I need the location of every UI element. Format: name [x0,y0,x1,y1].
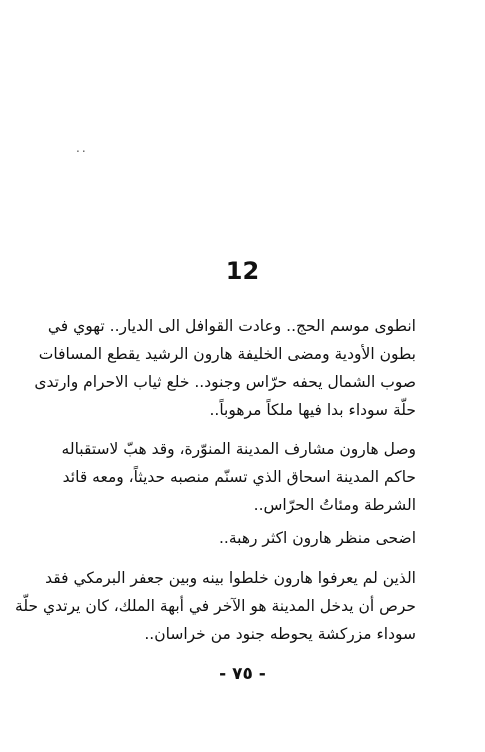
paragraph-line: حرص أن يدخل المدينة هو الآخر في أبهة الملك، كان يرتدي حلّة [15,597,416,615]
paragraph-3 [72,524,416,552]
page-number: - ٧٥ - [219,664,266,684]
paragraph-line: حاكم المدينة اسحاق الذي تسنّم منصبه حديثاً، ومعه قائد [62,468,416,486]
stray-marks: .. [76,141,88,155]
paragraph-line: صوب الشمال يحفه حرّاس وجنود.. خلع ثياب الاحرام وارتدى [34,373,416,391]
paragraph-line: سوداء مزركشة يحوطه جنود من خراسان.. [144,625,416,643]
paragraph-line: اضحى منظر هارون اكثر رهبة.. [218,529,416,547]
paragraph-line: الذين لم يعرفوا هارون خلطوا بينه وبين جعفر البرمكي فقد [45,569,416,587]
chapter-number: 12 [225,257,260,285]
paragraph-line: انطوى موسم الحج.. وعادت القوافل الى الديار.. تهوي في [47,317,416,335]
paragraph-2 [61,435,416,519]
paragraph-line: حلّة سوداء بدا فيها ملكاً مرهوباً.. [209,401,416,419]
paragraph-4 [15,564,416,648]
paragraph-line: وصل هارون مشارف المدينة المنوّرة، وقد هبّ لاستقباله [61,440,416,458]
paragraph-1 [34,312,416,424]
paragraph-line: الشرطة ومئاتُ الحرّاس.. [253,496,416,514]
paragraph-line: بطون الأودية ومضى الخليفة هارون الرشيد يقطع المسافات [38,345,416,363]
